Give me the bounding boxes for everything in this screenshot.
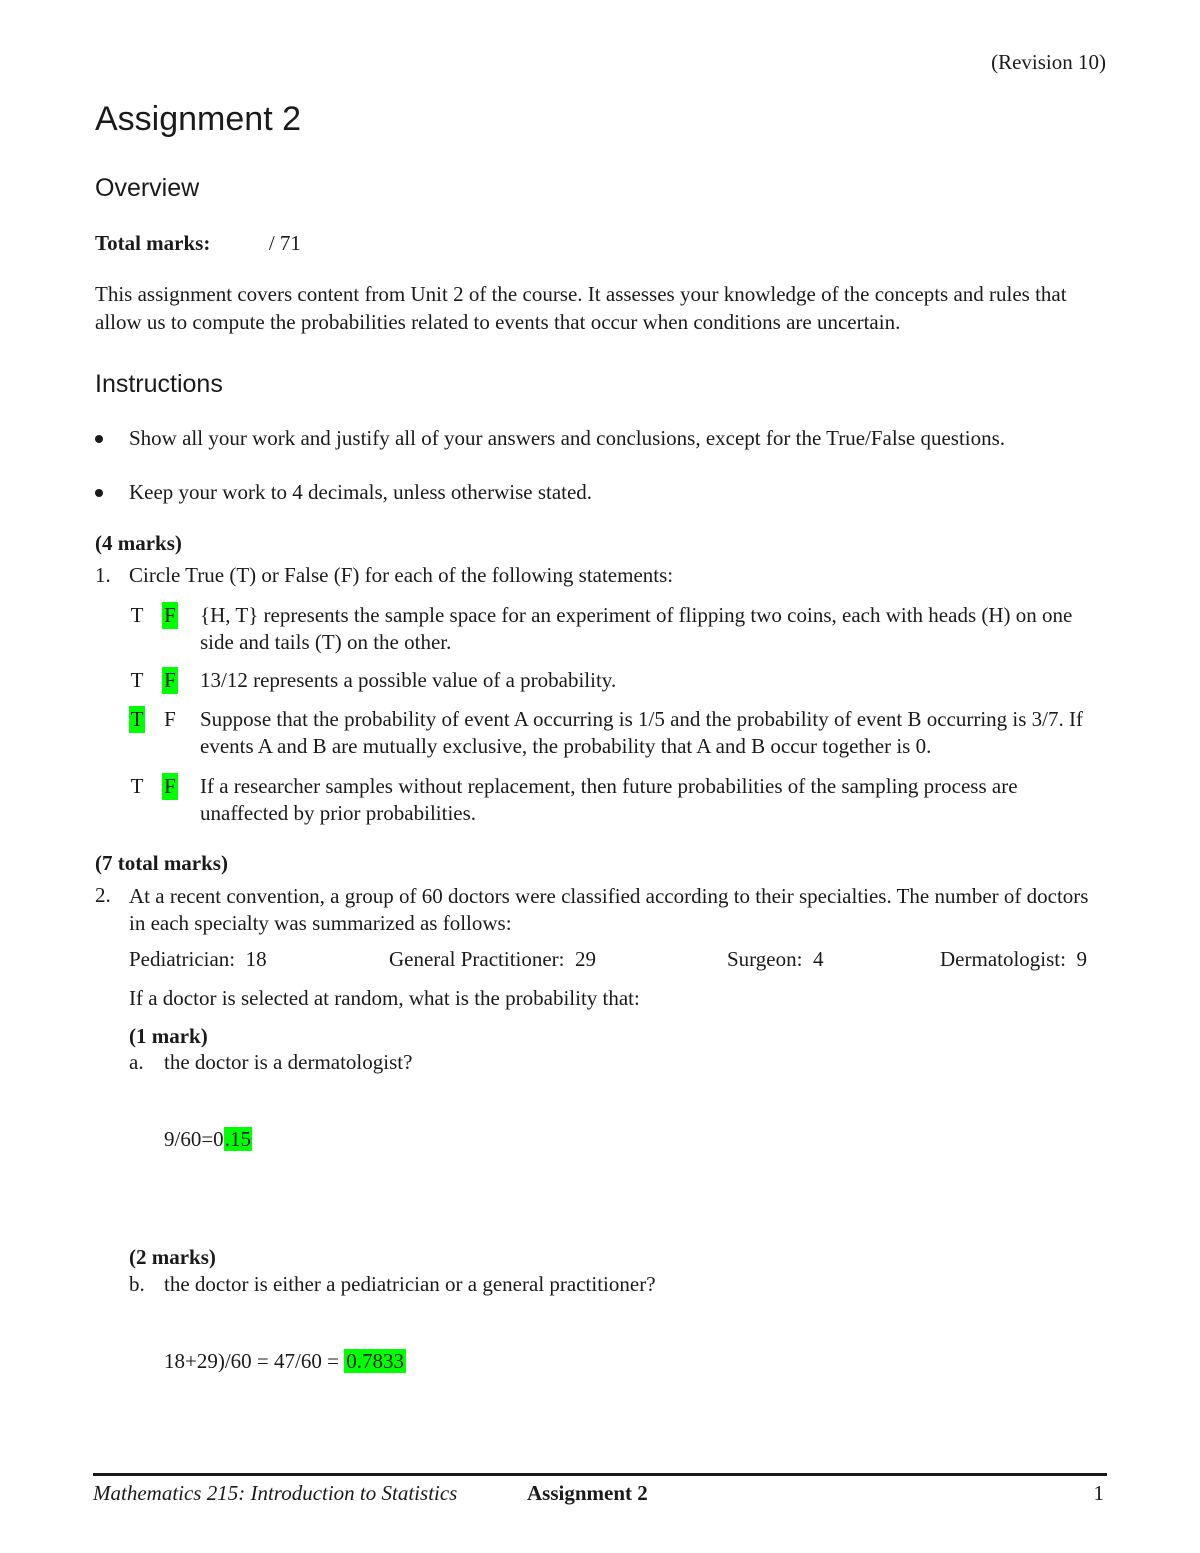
tf-statement [0,602,1200,658]
statement-text: Suppose that the probability of event A occurring is 1/5 and the probability of event B occurring is 3/7. If events A and B are mutually exclusive, the probability that A and B occur together is 0. [200,707,1083,758]
part-a-letter: a. [129,1050,144,1074]
q1-number: 1. [95,563,111,587]
specialty-general-practitioner: General Practitioner: 29 [389,947,597,971]
statement-text: If a researcher samples without replacement, then future probabilities of the sampling process are unaffected by prior probabilities. [200,774,1018,825]
total-marks-value: / 71 [268,231,301,255]
specialty-pediatrician: Pediatrician: 18 [129,947,267,971]
statement-text: 13/12 represents a possible value of a probability. [200,668,617,692]
q2-marks: (7 total marks) [95,851,228,875]
answer-work: 18+29)/60 = 47/60 = [164,1349,345,1373]
false-option-selected[interactable]: F [162,773,178,800]
footer-assignment: Assignment 2 [527,1481,648,1505]
tf-statement [0,667,1200,697]
q2-prompt: At a recent convention, a group of 60 doctors were classified according to their specialties. The number of doctors in each specialty was summarized as follows: [129,884,1089,935]
false-option-selected[interactable]: F [162,667,178,694]
part-b-letter: b. [129,1272,145,1296]
part-a-question: the doctor is a dermatologist? [164,1050,413,1074]
tf-statement [0,706,1200,762]
instruction-item: Keep your work to 4 decimals, unless otherwise stated. [95,479,1055,509]
part-b-marks: (2 marks) [129,1245,216,1269]
q2-selection-prompt: If a doctor is selected at random, what is the probability that: [129,986,640,1010]
answer-highlight: 0.7833 [346,1349,404,1373]
true-option[interactable]: T [130,668,144,692]
q1-marks: (4 marks) [95,531,182,555]
answer-highlight: .15 [224,1127,251,1151]
bullet-icon [95,489,103,497]
footer-page-number: 1 [1093,1481,1104,1505]
answer-work: 9/60=0 [164,1127,224,1151]
overview-description: This assignment covers content from Unit 2 of the course. It assesses your knowledge of the concepts and rules that allow us to compute the probabilities related to events that occur when conditions are uncertain. [95,282,1067,334]
tf-statement [0,773,1200,829]
part-a-answer [164,1127,252,1152]
specialty-dermatologist: Dermatologist: 9 [940,947,1087,971]
false-option[interactable]: F [164,707,176,731]
true-option[interactable]: T [130,774,144,798]
bullet-icon [95,435,103,443]
revision-label: (Revision 10) [991,50,1106,74]
overview-heading: Overview [95,174,200,202]
page-title: Assignment 2 [95,100,301,138]
instruction-item: Show all your work and justify all of your answers and conclusions, except for the True/False questions. [95,425,1055,485]
false-option-selected[interactable]: F [162,602,178,629]
part-a-marks: (1 mark) [129,1024,208,1048]
total-marks [95,231,301,256]
instructions-heading: Instructions [95,370,223,398]
true-option[interactable]: T [130,603,144,627]
true-option-selected[interactable]: T [130,707,144,731]
footer-divider [93,1473,1107,1476]
q2-number: 2. [95,883,111,907]
q1-prompt: Circle True (T) or False (F) for each of the following statements: [129,563,674,587]
statement-text: {H, T} represents the sample space for an experiment of flipping two coins, each with heads (H) on one side and tails (T) on the other. [200,603,1073,654]
specialty-surgeon: Surgeon: 4 [727,947,824,971]
part-b-question: the doctor is either a pediatrician or a general practitioner? [164,1272,656,1296]
part-b-answer [164,1349,406,1374]
footer-course: Mathematics 215: Introduction to Statistics [93,1481,458,1505]
total-marks-label: Total marks: [95,231,211,255]
